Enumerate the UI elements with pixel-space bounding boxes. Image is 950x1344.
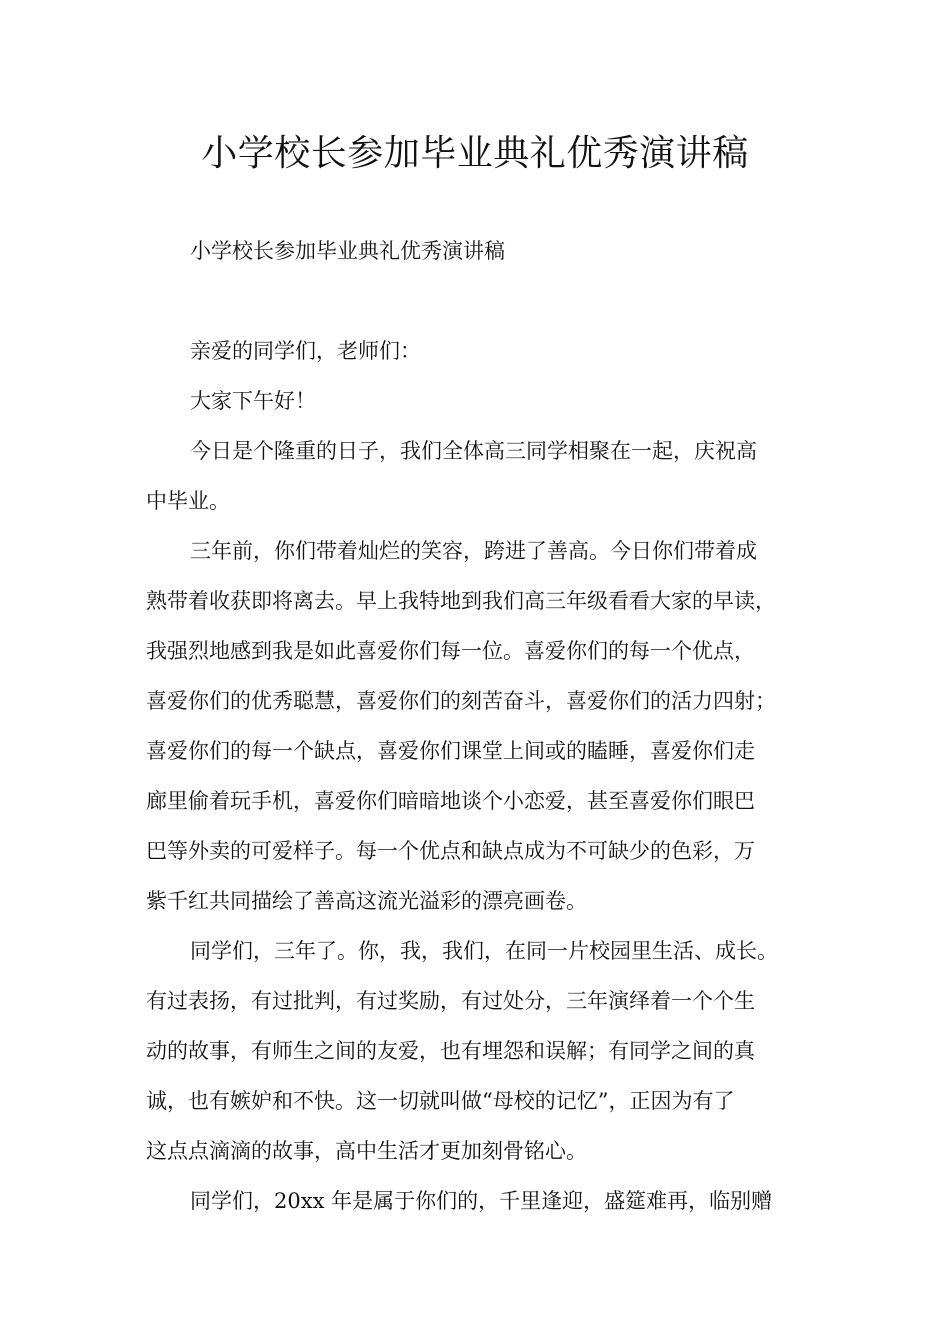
paragraph-line: 有过表扬，有过批判，有过奖励，有过处分，三年演绎着一个个生 (146, 989, 755, 1013)
paragraph-line: 三年前，你们带着灿烂的笑容，跨进了善高。今日你们带着成 (190, 539, 757, 563)
paragraph-line: 巴等外卖的可爱样子。每一个优点和缺点成为不可缺少的色彩，万 (146, 839, 755, 863)
paragraph-line: 动的故事，有师生之间的友爱，也有埋怨和误解；有同学之间的真 (146, 1039, 755, 1063)
paragraph-line: 紫千红共同描绘了善高这流光溢彩的漂亮画卷。 (146, 889, 587, 913)
greeting-line: 亲爱的同学们，老师们： (190, 339, 421, 363)
paragraph-line: 同学们，20xx 年是属于你们的，千里逢迎，盛筵难再，临别赠 (190, 1189, 773, 1213)
paragraph-line: 今日是个隆重的日子，我们全体高三同学相聚在一起，庆祝高 (190, 439, 757, 463)
paragraph-line: 中毕业。 (146, 489, 230, 513)
paragraph-line: 喜爱你们的每一个缺点，喜爱你们课堂上间或的瞌睡，喜爱你们走 (146, 739, 755, 763)
subtitle-line: 小学校长参加毕业典礼优秀演讲稿 (190, 239, 505, 263)
paragraph-line: 诚，也有嫉妒和不快。这一切就叫做“母校的记忆”，正因为有了 (146, 1089, 735, 1113)
paragraph-line: 廊里偷着玩手机，喜爱你们暗暗地谈个小恋爱，甚至喜爱你们眼巴 (146, 789, 755, 813)
paragraph-line: 喜爱你们的优秀聪慧，喜爱你们的刻苦奋斗，喜爱你们的活力四射； (146, 689, 776, 713)
paragraph-line: 大家下午好！ (190, 389, 316, 413)
paragraph-line: 我强烈地感到我是如此喜爱你们每一位。喜爱你们的每一个优点， (146, 639, 755, 663)
document-title: 小学校长参加毕业典礼优秀演讲稿 (201, 133, 749, 174)
paragraph-line: 同学们，三年了。你，我，我们，在同一片校园里生活、成长。 (190, 939, 778, 963)
paragraph-line: 熟带着收获即将离去。早上我特地到我们高三年级看看大家的早读， (146, 589, 776, 613)
paragraph-line: 这点点滴滴的故事，高中生活才更加刻骨铭心。 (146, 1139, 587, 1163)
